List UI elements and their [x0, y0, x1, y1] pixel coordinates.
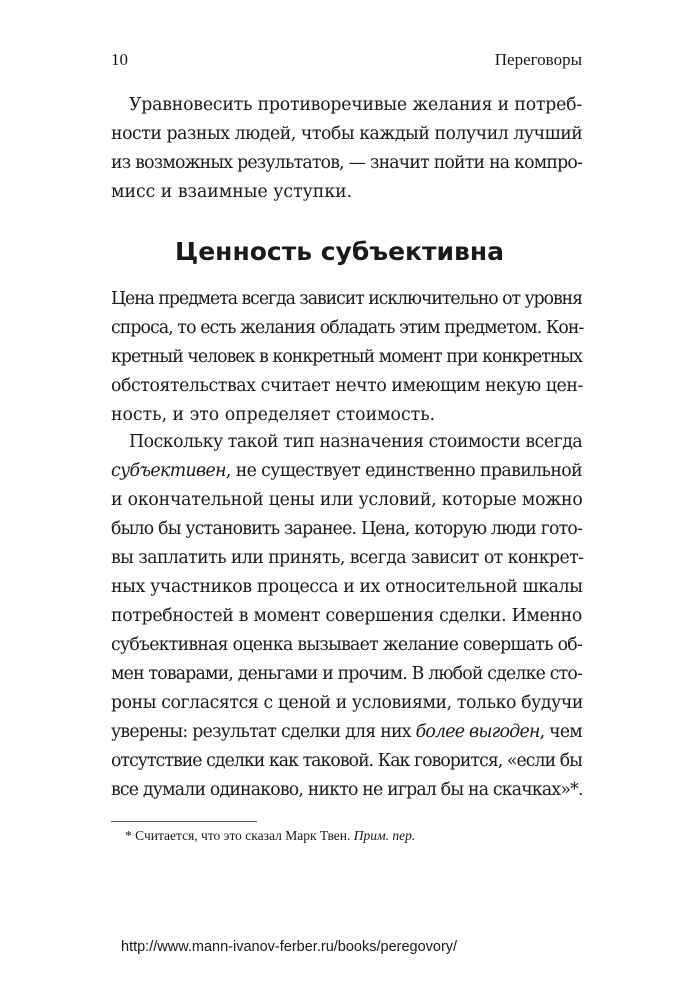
text-line: потребностей в момент совершения сделки. Именно	[111, 606, 582, 626]
emphasis-text: субъективен	[111, 461, 226, 481]
footnote-divider	[111, 821, 257, 822]
text-segment: , чем	[539, 722, 582, 742]
section-heading: Ценность субъективна	[175, 237, 504, 266]
running-title: Переговоры	[494, 50, 582, 69]
text-line	[111, 457, 582, 486]
text-line: роны согласятся с ценой и условиями, только будучи	[111, 693, 584, 713]
text-line: субъективная оценка вызывает желание совершать об-	[111, 635, 582, 655]
page-header	[111, 50, 582, 70]
text-segment: уверены: результат сделки для них	[111, 722, 416, 742]
footnote-translator-note: Прим. пер.	[353, 828, 416, 843]
emphasis-text: более выгоден	[415, 722, 540, 742]
text-segment: , не существует единственно правильной	[225, 461, 582, 481]
paragraph-subjective	[111, 428, 582, 805]
text-line: ных участников процесса и их относительной шкалы	[111, 577, 583, 597]
text-line	[111, 718, 582, 747]
footer-url: http://www.mann-ivanov-ferber.ru/books/peregovory/	[121, 939, 458, 955]
text-line: отсутствие сделки как таковой. Как говорится, «если бы	[111, 751, 582, 771]
paragraph-price	[111, 285, 582, 430]
text-line: мен товарами, деньгами и прочим. В любой сделке сто-	[111, 664, 582, 684]
text-line: ность, и это определяет стоимость.	[111, 405, 436, 425]
text-line: из возможных результатов, — значит пойти на компро-	[111, 153, 582, 173]
text-line: вы заплатить или принять, всегда зависит от конкрет-	[111, 548, 584, 568]
text-line: все думали одинаково, никто не играл бы на скачках»*.	[111, 780, 583, 800]
page-number: 10	[111, 50, 128, 69]
text-line: кретный человек в конкретный момент при конкретных	[111, 347, 582, 367]
text-line: Поскольку такой тип назначения стоимости всегда	[129, 432, 583, 452]
footnote	[125, 828, 415, 844]
footnote-text: * Считается, что это сказал Марк Твен.	[125, 828, 354, 843]
text-line: было бы установить заранее. Цена, которую люди гото-	[111, 519, 582, 539]
text-line: спроса, то есть желания обладать этим предметом. Кон-	[111, 318, 584, 338]
text-line: Уравновесить противоречивые желания и потреб-	[129, 95, 582, 115]
text-line: обстоятельствах считает нечто имеющим некую цен-	[111, 376, 583, 396]
text-line: ности разных людей, чтобы каждый получил лучший	[111, 124, 583, 144]
text-line: и окончательной цены или условий, которые можно	[111, 490, 583, 510]
text-line: мисс и взаимные уступки.	[111, 182, 353, 202]
paragraph-compromise	[111, 91, 582, 207]
text-line: Цена предмета всегда зависит исключительно от уровня	[111, 289, 582, 309]
